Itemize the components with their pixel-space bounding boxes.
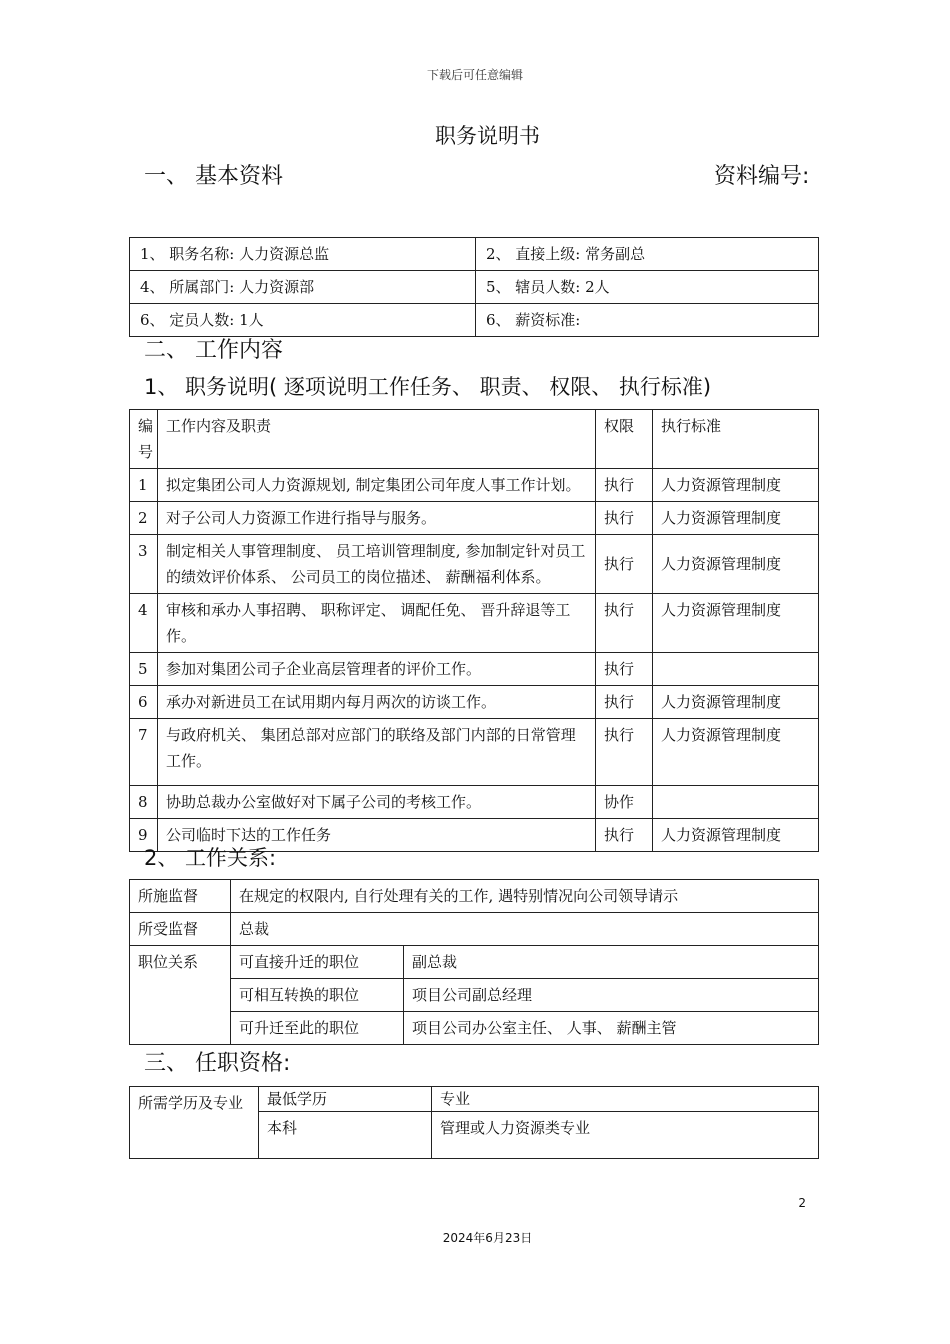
row-num: 5 [130, 653, 158, 686]
row-standard [653, 653, 819, 686]
row-num: 9 [130, 819, 158, 852]
row-standard: 人力资源管理制度 [653, 819, 819, 852]
row-num: 8 [130, 786, 158, 819]
row-content: 制定相关人事管理制度、 员工培训管理制度, 参加制定针对员工的绩效评价体系、 公司员工的岗位描述、 薪酬福利体系。 [158, 535, 596, 594]
section-basic-heading: 一、 基本资料 [144, 164, 283, 189]
header-num: 编号 [130, 410, 158, 469]
table-row [130, 469, 819, 502]
education-major-label: 所需学历及专业 [130, 1087, 259, 1159]
row-standard: 人力资源管理制度 [653, 686, 819, 719]
row-standard [653, 786, 819, 819]
position-relation-value: 项目公司办公室主任、 人事、 薪酬主管 [404, 1012, 819, 1045]
page-title: 职务说明书 [435, 124, 540, 148]
row-num: 1 [130, 469, 158, 502]
work-content-table [129, 409, 819, 852]
position-relation-label: 可直接升迁的职位 [231, 946, 404, 979]
qualification-table [129, 1086, 819, 1159]
header-authority: 权限 [596, 410, 653, 469]
supervise-value: 在规定的权限内, 自行处理有关的工作, 遇特别情况向公司领导请示 [231, 880, 819, 913]
table-row [130, 502, 819, 535]
row-authority: 执行 [596, 535, 653, 594]
direct-superior-cell: 2、 直接上级: 常务副总 [476, 238, 819, 271]
row-standard: 人力资源管理制度 [653, 594, 819, 653]
row-content: 对子公司人力资源工作进行指导与服务。 [158, 502, 596, 535]
table-row [130, 535, 819, 594]
row-content: 参加对集团公司子企业高层管理者的评价工作。 [158, 653, 596, 686]
major-value: 管理或人力资源类专业 [432, 1112, 819, 1159]
supervise-label: 所施监督 [130, 880, 231, 913]
row-num: 7 [130, 719, 158, 786]
section-work-heading: 二、 工作内容 [144, 338, 283, 363]
subordinates-cell: 5、 辖员人数: 2人 [476, 271, 819, 304]
major-header: 专业 [432, 1087, 819, 1112]
basic-info-table [129, 237, 819, 337]
position-relations-label: 职位关系 [130, 946, 231, 1045]
row-authority: 协作 [596, 786, 653, 819]
row-content: 拟定集团公司人力资源规划, 制定集团公司年度人事工作计划。 [158, 469, 596, 502]
row-authority: 执行 [596, 819, 653, 852]
row-authority: 执行 [596, 653, 653, 686]
footer-date: 2024年6月23日 [442, 1231, 533, 1245]
row-num: 3 [130, 535, 158, 594]
header-content: 工作内容及职责 [158, 410, 596, 469]
section-qualification-heading: 三、 任职资格: [144, 1051, 291, 1076]
table-row [130, 594, 819, 653]
row-authority: 执行 [596, 594, 653, 653]
header-standard: 执行标准 [653, 410, 819, 469]
row-content: 审核和承办人事招聘、 职称评定、 调配任免、 晋升辞退等工作。 [158, 594, 596, 653]
row-authority: 执行 [596, 719, 653, 786]
work-relations-table [129, 879, 819, 1045]
row-num: 2 [130, 502, 158, 535]
position-relation-label: 可升迁至此的职位 [231, 1012, 404, 1045]
job-title-cell: 1、 职务名称: 人力资源总监 [130, 238, 476, 271]
row-content: 承办对新进员工在试用期内每月两次的访谈工作。 [158, 686, 596, 719]
salary-standard-cell: 6、 薪资标准: [476, 304, 819, 337]
position-relation-label: 可相互转换的职位 [231, 979, 404, 1012]
headcount-cell: 6、 定员人数: 1人 [130, 304, 476, 337]
row-authority: 执行 [596, 686, 653, 719]
table-row [130, 786, 819, 819]
supervised-label: 所受监督 [130, 913, 231, 946]
min-education-header: 最低学历 [259, 1087, 432, 1112]
min-education-value: 本科 [259, 1112, 432, 1159]
position-relation-value: 副总裁 [404, 946, 819, 979]
page-number: 2 [798, 1196, 806, 1210]
row-content: 与政府机关、 集团总部对应部门的联络及部门内部的日常管理工作。 [158, 719, 596, 786]
supervised-value: 总裁 [231, 913, 819, 946]
row-authority: 执行 [596, 469, 653, 502]
department-cell: 4、 所属部门: 人力资源部 [130, 271, 476, 304]
row-standard: 人力资源管理制度 [653, 719, 819, 786]
job-description-subheading: 1、 职务说明( 逐项说明工作任务、 职责、 权限、 执行标准) [144, 375, 712, 399]
table-row [130, 653, 819, 686]
position-relation-value: 项目公司副总经理 [404, 979, 819, 1012]
document-code-label: 资料编号: [714, 164, 810, 189]
row-standard: 人力资源管理制度 [653, 469, 819, 502]
table-row [130, 719, 819, 786]
header-note: 下载后可任意编辑 [426, 68, 523, 82]
row-standard: 人力资源管理制度 [653, 535, 819, 594]
row-content: 公司临时下达的工作任务 [158, 819, 596, 852]
row-authority: 执行 [596, 502, 653, 535]
row-num: 6 [130, 686, 158, 719]
row-num: 4 [130, 594, 158, 653]
row-standard: 人力资源管理制度 [653, 502, 819, 535]
table-row [130, 686, 819, 719]
row-content: 协助总裁办公室做好对下属子公司的考核工作。 [158, 786, 596, 819]
work-relations-subheading: 2、 工作关系: [144, 846, 277, 870]
